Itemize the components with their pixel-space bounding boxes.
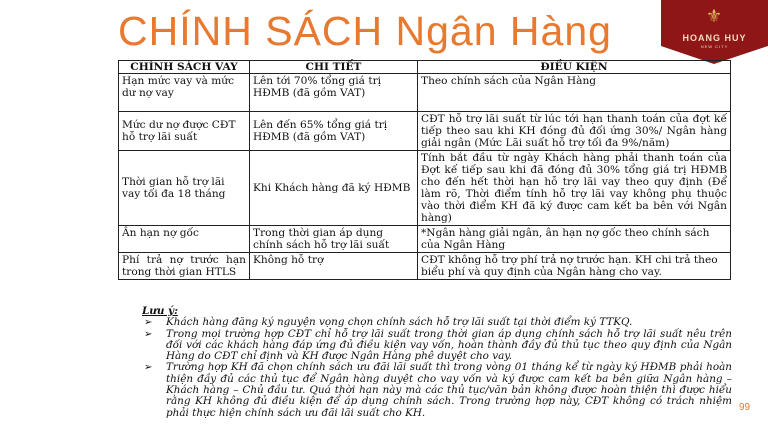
table-cell: Trong thời gian áp dụng chính sách hỗ trợ lãi suất <box>250 226 418 253</box>
table-cell: Phí trả nợ trước hạn trong thời gian HTLS <box>119 253 250 280</box>
arrow-bullet-icon: ➢ <box>144 317 153 329</box>
policy-table <box>118 60 731 280</box>
table-row <box>119 112 731 151</box>
note-item <box>142 362 732 418</box>
table-cell: Theo chính sách của Ngân Hàng <box>418 74 731 112</box>
table-cell: Thời gian hỗ trợ lãi vay tối đa 18 tháng <box>119 151 250 226</box>
table-row <box>119 151 731 226</box>
arrow-bullet-icon: ➢ <box>144 362 153 374</box>
table-cell: CĐT không hỗ trợ phí trả nợ trước hạn. KH chi trả theo biểu phí và quy định của Ngân hàng cho vay. <box>418 253 731 280</box>
table-row <box>119 253 731 280</box>
fleur-logo-icon: ⚜ <box>705 6 723 27</box>
table-cell: Khi Khách hàng đã ký HĐMB <box>250 151 418 226</box>
note-item <box>142 329 732 363</box>
note-text: Trong mọi trường hợp CĐT chỉ hỗ trợ lãi suất trong thời gian áp dụng chính sách hỗ trợ lãi suất nêu trên đối với các khách hàng đáp ứng đủ điều kiện vay vốn, hoàn thành đầy đủ thủ tục theo quy định của Ngân Hàng do CĐT chỉ định và KH được Ngân Hàng phê duyệt cho vay. <box>166 327 732 363</box>
column-header: ĐIỀU KIỆN <box>418 61 731 74</box>
notes-heading: Lưu ý: <box>142 305 178 317</box>
table-cell: CĐT hỗ trợ lãi suất từ lúc tới hạn thanh toán của đợt kế tiếp theo sau khi KH đóng đủ đối ứng 30%/ Ngân hàng giải ngân (Mức Lãi suất hỗ trợ tối đa 9%/năm) <box>418 112 731 151</box>
note-text: Trường hợp KH đã chọn chính sách ưu đãi lãi suất thì trong vòng 01 tháng kể từ ngày ký HĐMB phải hoàn thiện đầy đủ các thủ tục để Ngân hàng duyệt cho vay vốn và ký được cam kết ba bên giữa Ngân hàng – Khách hàng – Chủ đầu tư. Quá thời hạn này mà các thủ tục/văn bản không được hoàn thiện thì được hiểu rằng KH không đủ điều kiện để áp dụng chính sách. Trong trường hợp này, CĐT không có trách nhiệm phải thực hiện chính sách ưu đãi lãi suất cho KH. <box>166 361 732 419</box>
arrow-bullet-icon: ➢ <box>144 328 153 340</box>
column-header: CHÍNH SÁCH VAY <box>119 61 250 74</box>
table-row <box>119 74 731 112</box>
page-number: 99 <box>739 402 751 413</box>
table-cell: *Ngân hàng giải ngân, ân hạn nợ gốc theo chính sách của Ngân Hàng <box>418 226 731 253</box>
table-cell: Hạn mức vay và mức dư nợ vay <box>119 74 250 112</box>
table-cell: Ân hạn nợ gốc <box>119 226 250 253</box>
logo-name: HOANG HUY <box>682 33 747 43</box>
note-text: Khách hàng đăng ký nguyện vọng chọn chính sách hỗ trợ lãi suất tại thời điểm ký TTKQ. <box>166 316 633 329</box>
column-header: CHI TIẾT <box>250 61 418 74</box>
table-cell: Không hỗ trợ <box>250 253 418 280</box>
table-header-row <box>119 61 731 74</box>
table-cell: Lên đến 65% tổng giá trị HĐMB (đã gồm VAT) <box>250 112 418 151</box>
table-cell: Mức dư nợ được CĐT hỗ trợ lãi suất <box>119 112 250 151</box>
page-title: CHÍNH SÁCH Ngân Hàng <box>118 8 612 54</box>
logo-subtitle: NEW CITY <box>700 44 729 49</box>
notes-section <box>142 306 732 419</box>
table-cell: Lên tới 70% tổng giá trị HĐMB (đã gồm VAT) <box>250 74 418 112</box>
table-row <box>119 226 731 253</box>
table-cell: Tính bắt đầu từ ngày Khách hàng phải thanh toán của Đợt kế tiếp sau khi đã đóng đủ 30% tổng giá trị HĐMB cho đến hết thời hạn hỗ trợ lãi vay theo quy định (Để làm rõ, Thời điểm tính hỗ trợ lãi vay không phụ thuộc vào thời điểm KH đã ký được cam kết ba bên với Ngân hàng) <box>418 151 731 226</box>
